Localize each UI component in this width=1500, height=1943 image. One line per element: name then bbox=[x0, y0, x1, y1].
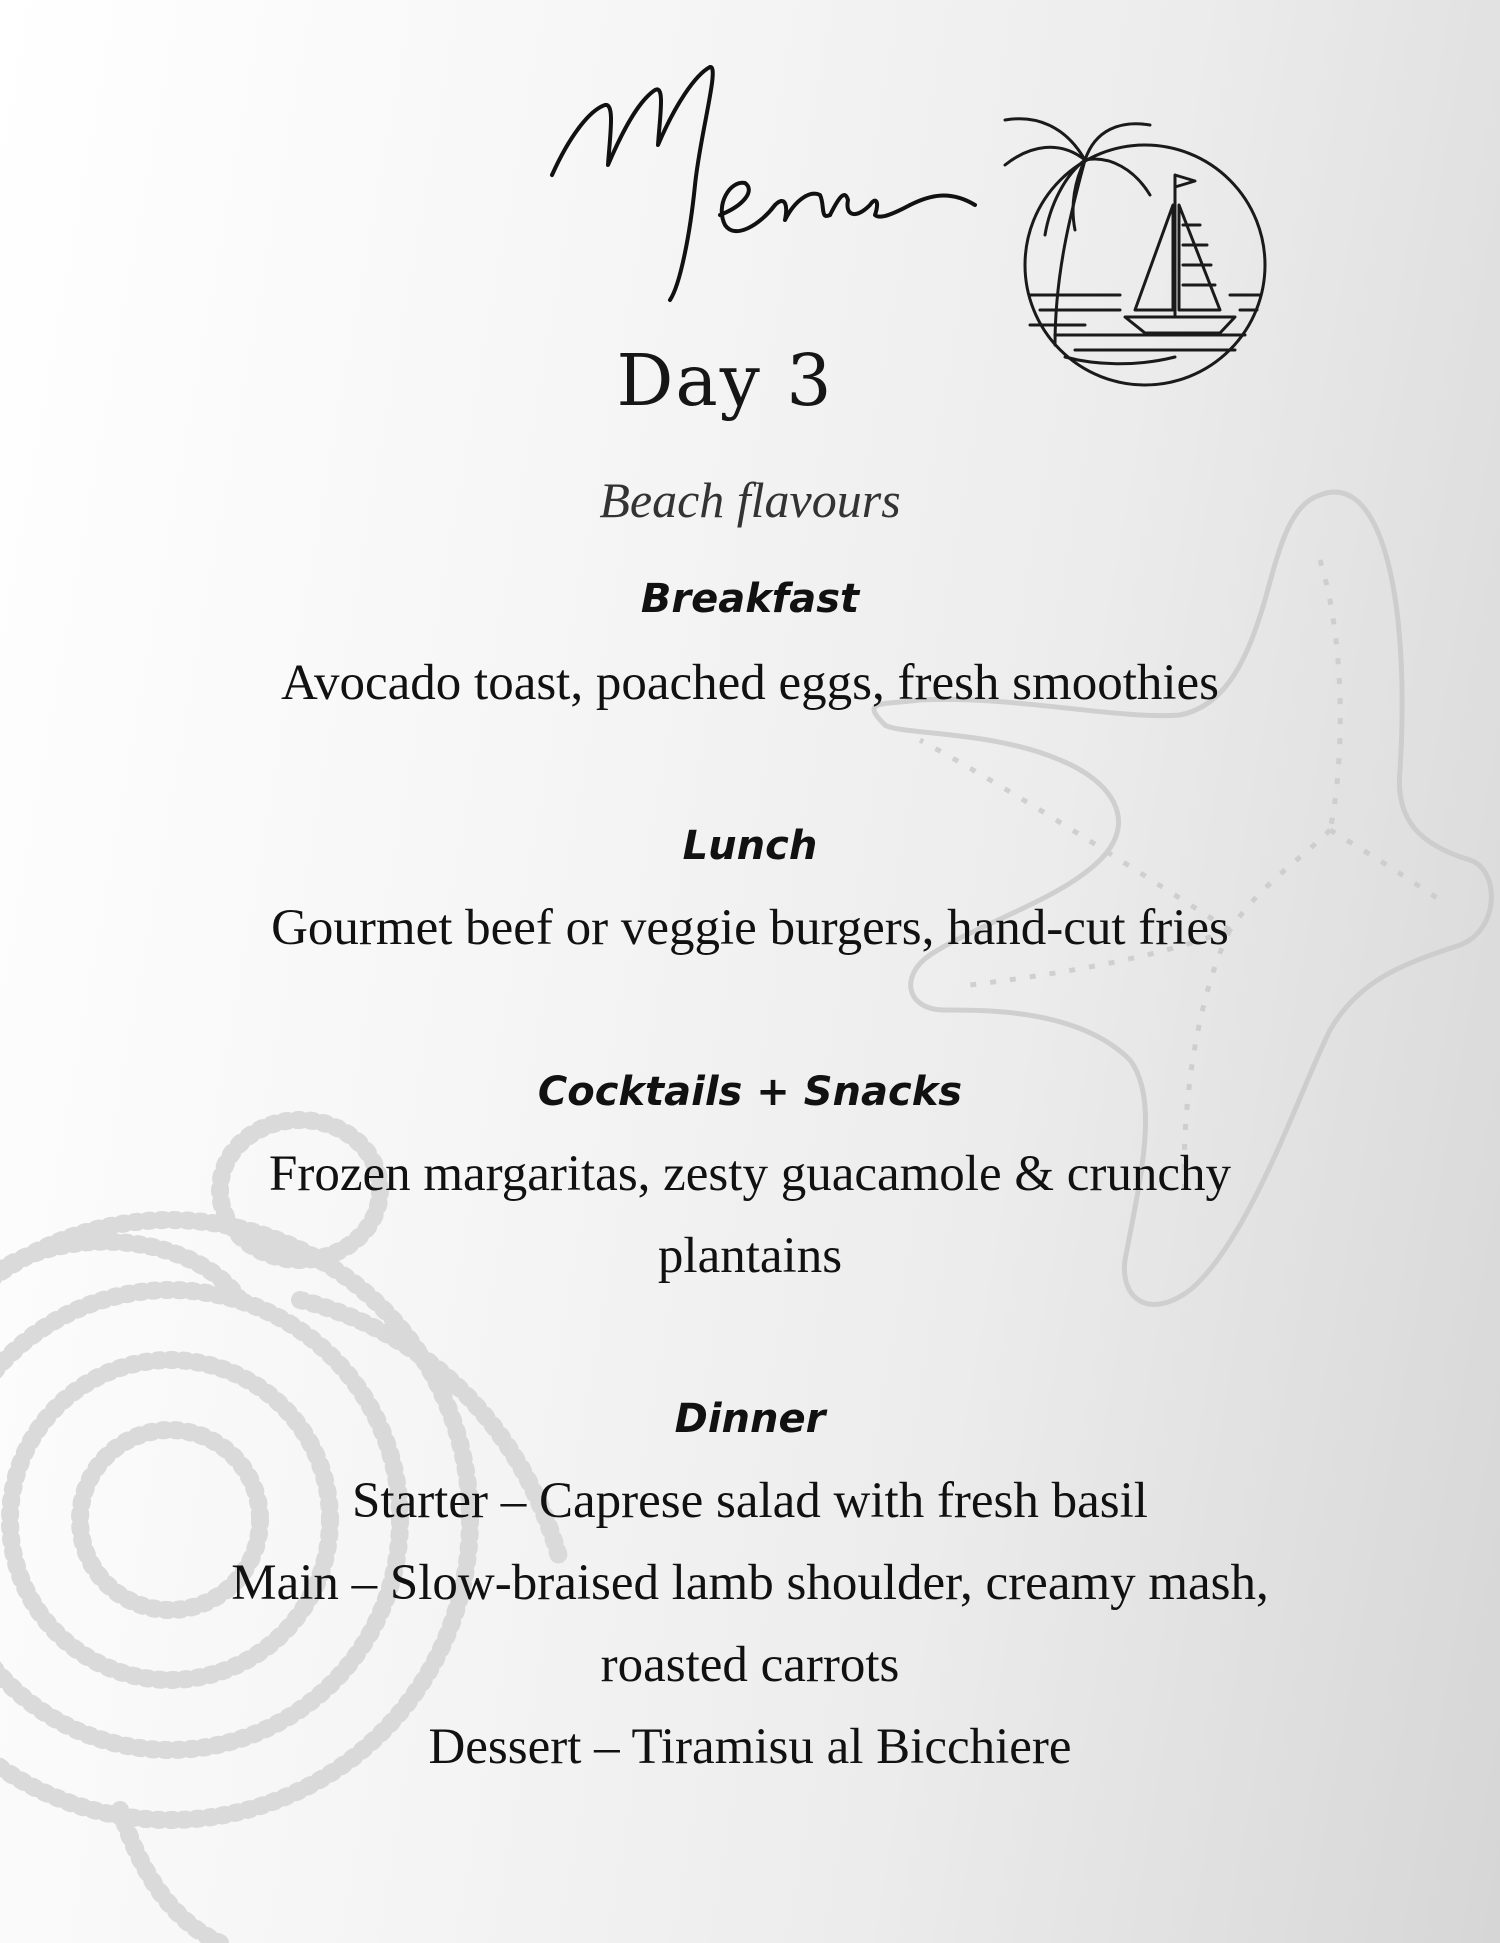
day-title: Day 3 bbox=[616, 339, 834, 422]
section-lunch-items bbox=[100, 887, 1400, 969]
menu-item-line: plantains bbox=[657, 1228, 843, 1284]
section-heading-cocktails-snacks: Cocktails + Snacks bbox=[537, 1069, 963, 1115]
section-breakfast-items bbox=[100, 642, 1400, 724]
menu-item-line: Dessert – Tiramisu al Bicchiere bbox=[428, 1719, 1072, 1775]
menu-item-line: Gourmet beef or veggie burgers, hand-cut fries bbox=[271, 900, 1229, 956]
palm-sailboat-emblem bbox=[945, 95, 1285, 395]
section-heading-breakfast: Breakfast bbox=[640, 576, 860, 622]
section-heading-lunch: Lunch bbox=[682, 823, 818, 869]
section-cocktails-items bbox=[100, 1133, 1400, 1297]
menu-title-script bbox=[530, 55, 1010, 315]
menu-theme: Beach flavours bbox=[599, 472, 901, 528]
menu-item-line: Avocado toast, poached eggs, fresh smoothies bbox=[280, 655, 1220, 711]
menu-item-line: Main – Slow-braised lamb shoulder, creamy mash, bbox=[231, 1555, 1269, 1611]
menu-item-line: roasted carrots bbox=[600, 1637, 900, 1693]
menu-item-line: Frozen margaritas, zesty guacamole & crunchy bbox=[268, 1146, 1232, 1202]
section-dinner-items bbox=[100, 1460, 1400, 1788]
section-heading-dinner: Dinner bbox=[674, 1396, 826, 1442]
menu-item-line: Starter – Caprese salad with fresh basil bbox=[352, 1473, 1148, 1529]
